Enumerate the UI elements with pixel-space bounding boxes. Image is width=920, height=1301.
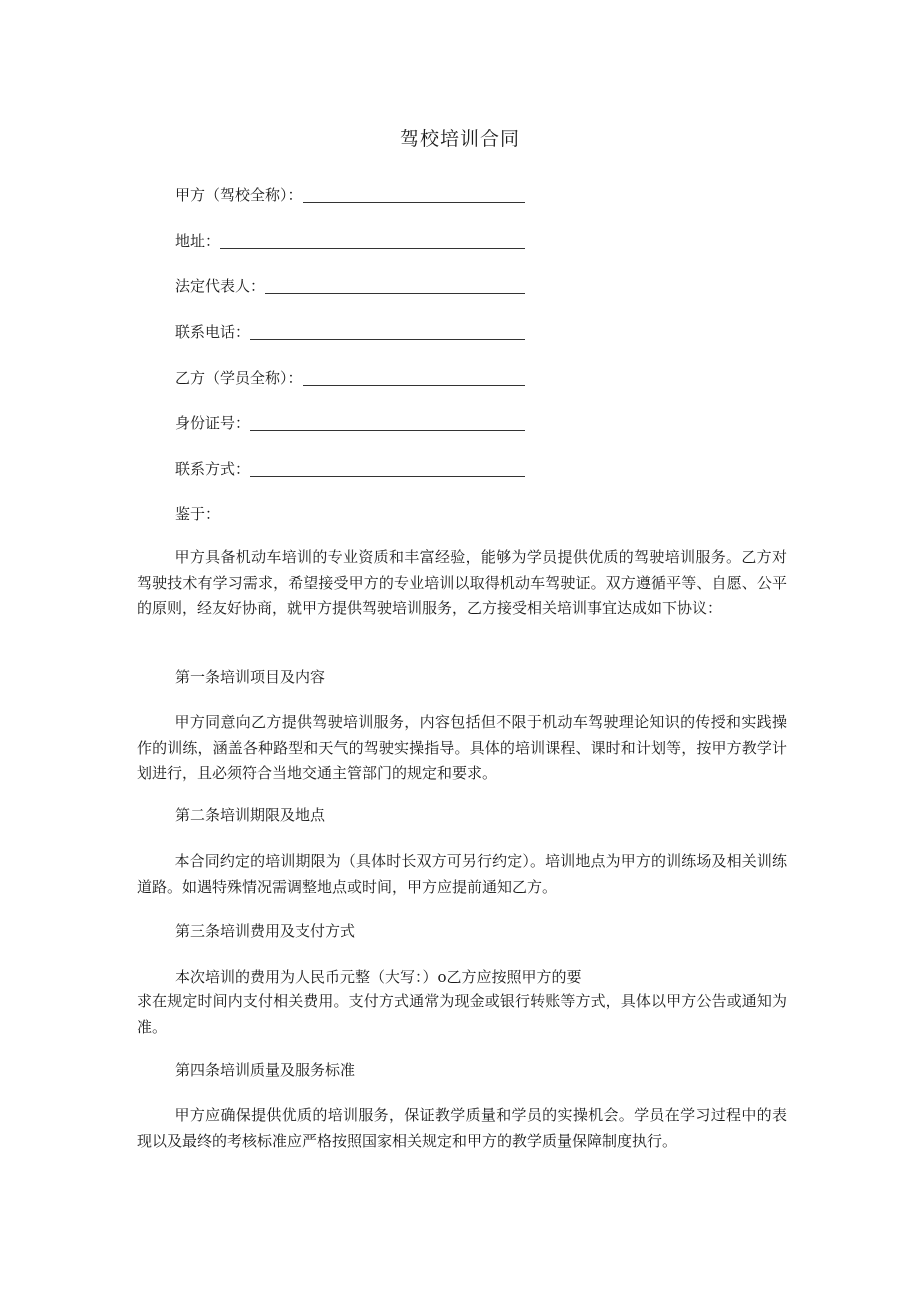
section-1-body: 甲方同意向乙方提供驾驶培训服务，内容包括但不限于机动车驾驶理论知识的传授和实践操作的训练，涵盖各种路型和天气的驾驶实操指导。具体的培训课程、课时和计划等，按甲方教学计划进行，且必须符合当地交通主管部门的规定和要求。 — [137, 713, 787, 782]
id-number-blank[interactable] — [250, 414, 525, 431]
contact-blank[interactable] — [250, 460, 525, 477]
party-b-blank[interactable] — [303, 369, 525, 386]
preamble-paragraph: 甲方具备机动车培训的专业资质和丰富经验，能够为学员提供优质的驾驶培训服务。乙方对驾驶技术有学习需求，希望接受甲方的专业培训以取得机动车驾驶证。双方遵循平等、自愿、公平的原则，经友好协商，就甲方提供驾驶培训服务，乙方接受相关培训事宜达成如下协议： — [137, 548, 787, 617]
section-3-body-line1: 本次培训的费用为人民币元整（大写：）o乙方应按照甲方的要 — [175, 968, 582, 986]
id-number-field — [175, 411, 525, 435]
whereas-label: 鉴于： — [175, 505, 221, 523]
section-2-heading: 第二条培训期限及地点 — [175, 806, 326, 824]
section-4-heading: 第四条培训质量及服务标准 — [175, 1061, 356, 1079]
document-title: 驾校培训合同 — [399, 128, 520, 150]
address-blank[interactable] — [220, 232, 525, 249]
section-4-body: 甲方应确保提供优质的培训服务，保证教学质量和学员的实操机会。学员在学习过程中的表现以及最终的考核标准应严格按照国家相关规定和甲方的教学质量保障制度执行。 — [137, 1106, 787, 1150]
contact-label: 联系方式： — [175, 460, 251, 478]
party-a-label: 甲方（驾校全称）： — [175, 186, 303, 204]
address-label: 地址： — [175, 232, 221, 250]
legal-rep-field — [175, 274, 525, 298]
party-a-blank[interactable] — [303, 186, 525, 203]
id-number-label: 身份证号： — [175, 414, 251, 432]
legal-rep-blank[interactable] — [265, 277, 525, 294]
address-field — [175, 229, 525, 253]
party-b-label: 乙方（学员全称）： — [175, 369, 303, 387]
party-a-field — [175, 183, 525, 207]
phone-label: 联系电话： — [175, 323, 251, 341]
phone-blank[interactable] — [250, 323, 525, 340]
section-3-heading: 第三条培训费用及支付方式 — [175, 922, 356, 940]
section-1-heading: 第一条培训项目及内容 — [175, 668, 326, 686]
contact-field — [175, 457, 525, 481]
section-2-body: 本合同约定的培训期限为（具体时长双方可另行约定）。培训地点为甲方的训练场及相关训练道路。如遇特殊情况需调整地点或时间，甲方应提前通知乙方。 — [137, 852, 787, 896]
legal-rep-label: 法定代表人： — [175, 277, 266, 295]
party-b-field — [175, 366, 525, 390]
section-3-body-rest: 求在规定时间内支付相关费用。支付方式通常为现金或银行转账等方式，具体以甲方公告或通知为准。 — [137, 992, 787, 1036]
phone-field — [175, 320, 525, 344]
